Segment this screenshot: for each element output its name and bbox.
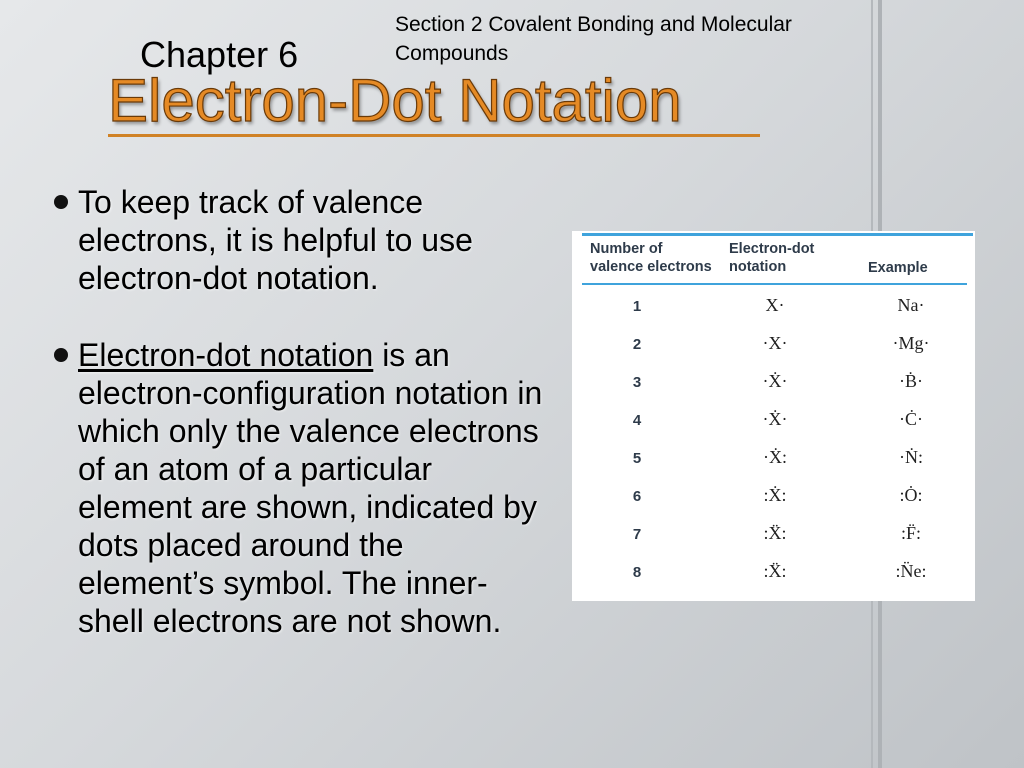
header-notation: Electron-dot notation: [729, 241, 815, 275]
example-cell: ·Ċ·: [899, 409, 923, 429]
definition-term: Electron-dot notation: [78, 337, 374, 373]
slide-title: Electron-Dot Notation: [108, 67, 682, 134]
example-cell: Na·: [897, 295, 925, 315]
example-cell: :N̈e:: [895, 561, 927, 581]
valence-count-cell: 6: [632, 488, 642, 505]
bullet-text: is an electron-configuration notation in which only the valence electrons of an atom of a particular element are shown, indicated by dots placed around the element’s symbol. The inner-shell electrons are not shown.: [78, 337, 543, 639]
table-row: [572, 441, 975, 479]
notation-cell: X·: [765, 295, 785, 315]
notation-cell: ·Ẋ:: [763, 447, 787, 467]
table-row: [572, 403, 975, 441]
valence-count-cell: 5: [632, 450, 642, 467]
notation-cell: ·Ẋ·: [762, 409, 788, 429]
valence-count-cell: 3: [632, 374, 642, 391]
valence-count-cell: 4: [632, 412, 642, 429]
table-row: [572, 289, 975, 327]
valence-count-cell: 2: [632, 336, 642, 353]
notation-cell: ·Ẋ·: [762, 371, 788, 391]
bullet-icon: [54, 195, 68, 209]
table-row: [572, 517, 975, 555]
table-row: [572, 479, 975, 517]
table-row: [572, 365, 975, 403]
section-title: Section 2 Covalent Bonding and Molecular Compounds: [395, 13, 792, 65]
bullet-icon: [54, 348, 68, 362]
electron-dot-table: [572, 231, 975, 601]
header-valence-count: Number of valence electrons: [590, 241, 712, 275]
example-cell: :F̈:: [900, 523, 921, 543]
table-row: [572, 555, 975, 593]
valence-count-cell: 1: [632, 298, 642, 315]
notation-cell: :Ẍ:: [763, 561, 787, 581]
bullet-text: To keep track of valence electrons, it is helpful to use electron-dot notation.: [78, 184, 473, 296]
header-example: Example: [868, 260, 928, 276]
example-cell: :Ȯ:: [899, 485, 923, 505]
notation-cell: :Ẍ:: [763, 523, 787, 543]
valence-count-cell: 7: [632, 526, 642, 543]
bullet-point-1: [78, 183, 548, 297]
chapter-label: Chapter 6: [140, 34, 299, 75]
bullet-point-2: [78, 336, 548, 640]
example-cell: ·Ṅ:: [899, 447, 923, 467]
valence-count-cell: 8: [632, 564, 642, 581]
table-top-rule: [582, 233, 973, 236]
title-underline: [108, 134, 760, 137]
notation-cell: ·X·: [762, 333, 788, 353]
example-cell: ·Ḃ·: [899, 371, 923, 391]
notation-cell: :Ẋ:: [763, 485, 787, 505]
example-cell: ·Mg·: [892, 333, 930, 353]
table-row: [572, 327, 975, 365]
table-header-rule: [582, 283, 967, 285]
